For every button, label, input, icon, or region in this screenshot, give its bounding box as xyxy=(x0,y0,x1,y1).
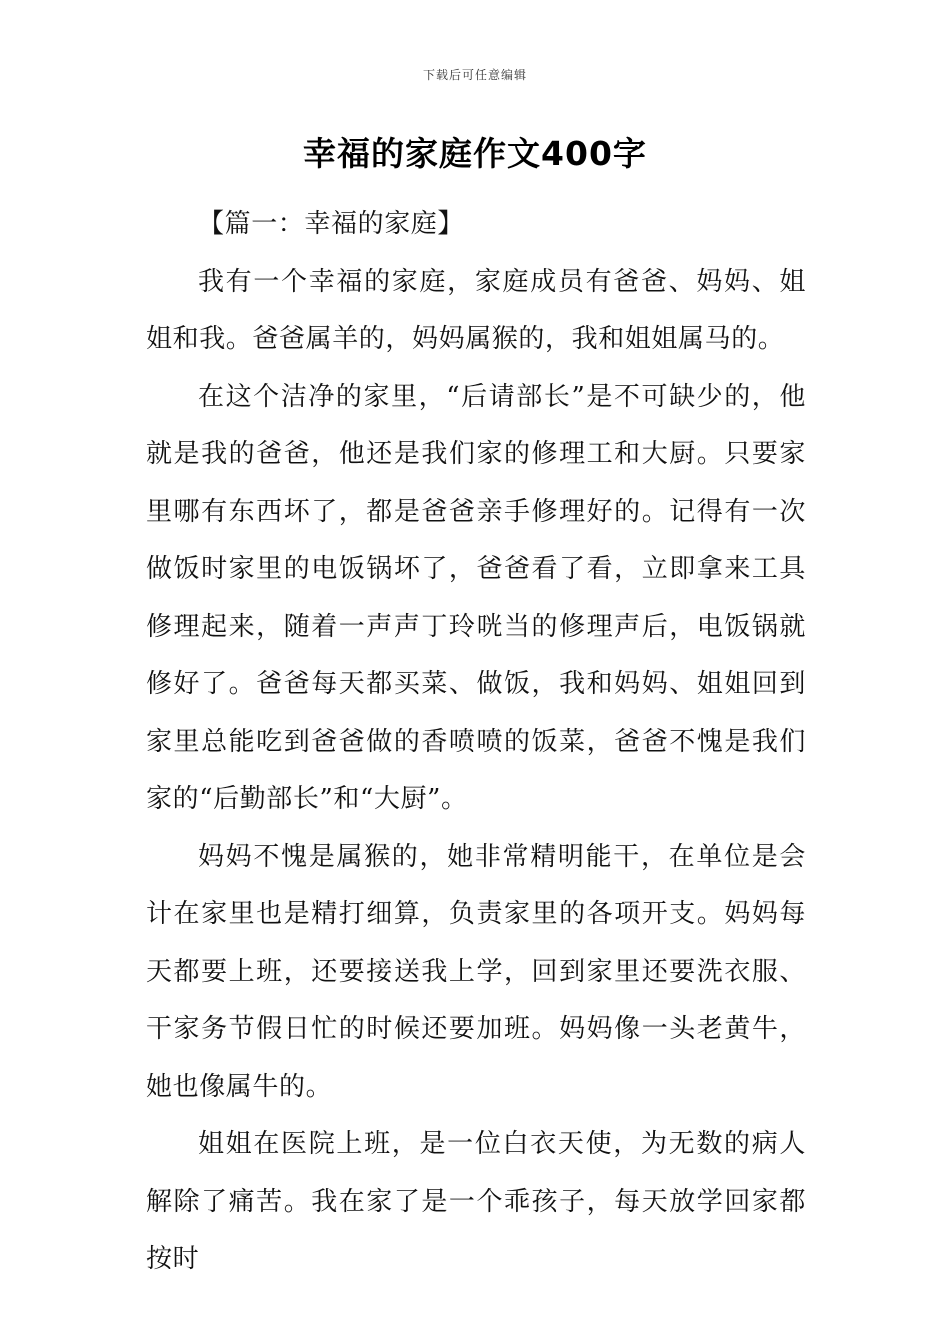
document-title: 幸福的家庭作文400字 xyxy=(303,134,647,173)
header-note: 下载后可任意编辑 xyxy=(422,68,527,82)
paragraph-3: 妈妈不愧是属猴的，她非常精明能干，在单位是会计在家里也是精打细算，负责家里的各项开支。妈妈每天都要上班，还要接送我上学，回到家里还要洗衣服、干家务节假日忙的时候还要加班。妈妈像一头老黄牛，她也像属牛的。 xyxy=(146,841,806,1102)
section-heading: 【篇一：幸福的家庭】 xyxy=(198,209,465,239)
paragraph-4: 姐姐在医院上班，是一位白衣天使，为无数的病人解除了痛苦。我在家了是一个乖孩子，每天放学回家都按时 xyxy=(146,1129,806,1274)
paragraph-1: 我有一个幸福的家庭，家庭成员有爸爸、妈妈、姐姐和我。爸爸属羊的，妈妈属猴的，我和姐姐属马的。 xyxy=(146,266,806,354)
document-body xyxy=(146,196,806,1289)
paragraph-2: 在这个洁净的家里，“后请部长”是不可缺少的，他就是我的爸爸，他还是我们家的修理工和大厨。只要家里哪有东西坏了，都是爸爸亲手修理好的。记得有一次做饭时家里的电饭锅坏了，爸爸看了看，立即拿来工具修理起来，随着一声声丁玲咣当的修理声后，电饭锅就修好了。爸爸每天都买菜、做饭，我和妈妈、姐姐回到家里总能吃到爸爸做的香喷喷的饭菜，爸爸不愧是我们家的“后勤部长”和“大厨”。 xyxy=(146,381,806,814)
